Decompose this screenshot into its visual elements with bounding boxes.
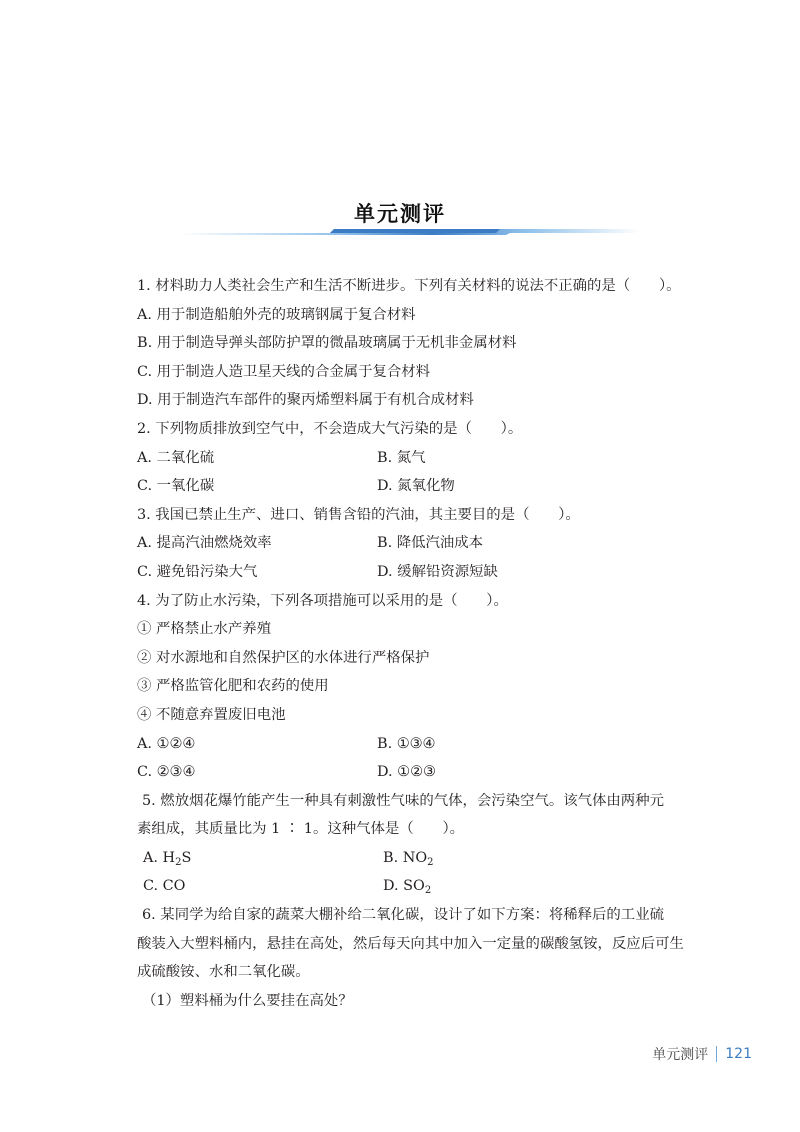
q2-option-c: C. 一氧化碳 [137,478,215,495]
q4-option-d: D. ①②③ [377,764,436,781]
q5-option-d-text: D. SO [383,878,425,895]
q4-option-c: C. ②③④ [137,764,196,781]
question-6-stem-line-3: 成硫酸铵、水和二氧化碳。 [137,964,310,981]
q5-option-c: C. CO [143,878,186,895]
q4-options-row-2 [137,758,697,787]
q4-option-b: B. ①③④ [377,735,436,752]
footer-separator [716,1046,717,1062]
q5-option-a-text-end: S [181,849,192,866]
question-1-stem: 1. 材料助力人类社会生产和生活不断进步。下列有关材料的说法不正确的是（ ）。 [137,278,681,294]
question-6-stem-line-1: 6. 某同学为给自家的蔬菜大棚补给二氧化碳，设计了如下方案：将稀释后的工业硫 [142,907,664,924]
question-6-stem-line-2: 酸装入大塑料桶内，悬挂在高处，然后每天向其中加入一定量的碳酸氢铵，反应后可生 [137,935,684,952]
question-4-stem: 4. 为了防止水污染，下列各项措施可以采用的是（ ）。 [137,592,508,609]
q1-option-c: C. 用于制造人造卫星天线的合金属于复合材料 [137,363,431,380]
q4-item-3: ③ 严格监管化肥和农药的使用 [137,678,329,695]
q5-option-d-subscript: 2 [424,885,432,897]
q4-item-1: ① 严格禁止水产养殖 [137,621,272,638]
question-6-sub-1: （1）塑料桶为什么要挂在高处？ [142,992,353,1009]
page-number: 121 [725,1046,752,1062]
q5-option-a-text: A. H [143,849,176,866]
q1-option-b: B. 用于制造导弹头部防护罩的微晶玻璃属于无机非金属材料 [137,335,517,352]
question-list [137,272,697,1015]
question-5-stem-line-2: 素组成，其质量比为 1 ∶ 1。这种气体是（ ）。 [137,821,465,838]
page-footer [652,1044,752,1064]
q3-option-b: B. 降低汽油成本 [377,535,484,552]
q2-options-row-2 [137,472,697,501]
q4-item-4: ④ 不随意弃置废旧电池 [137,706,286,723]
q5-option-b-text: B. NO [383,849,428,866]
footer-section-label: 单元测评 [652,1047,709,1063]
q4-options-row-1 [137,730,697,759]
q5-option-b-subscript: 2 [427,856,434,868]
q5-option-b [383,844,623,873]
title-decor-bar [180,227,640,235]
page-title: 单元测评 [354,202,446,226]
q3-option-a: A. 提高汽油燃烧效率 [137,535,272,552]
question-3-stem: 3. 我国已禁止生产、进口、销售含铅的汽油，其主要目的是（ ）。 [137,506,580,523]
q5-option-a-subscript: 2 [175,856,182,868]
q3-options-row-2 [137,558,697,587]
q4-item-2: ② 对水源地和自然保护区的水体进行严格保护 [137,649,430,666]
q2-options-row-1 [137,444,697,473]
question-5-stem-line-1: 5. 燃放烟花爆竹能产生一种具有刺激性气味的气体，会污染空气。该气体由两种元 [142,792,664,809]
q3-option-c: C. 避免铅污染大气 [137,563,258,580]
q3-options-row-1 [137,529,697,558]
q1-option-d: D. 用于制造汽车部件的聚丙烯塑料属于有机合成材料 [137,392,474,409]
q3-option-d: D. 缓解铅资源短缺 [377,563,498,580]
question-2-stem: 2. 下列物质排放到空气中，不会造成大气污染的是（ ）。 [137,420,523,437]
q5-option-d [383,872,623,901]
q1-option-a: A. 用于制造船舶外壳的玻璃钢属于复合材料 [137,306,416,323]
q2-option-d: D. 氮氧化物 [377,478,455,495]
q5-options-row-2 [137,872,697,901]
q2-option-a: A. 二氧化硫 [137,449,215,466]
q5-options-row-1 [137,844,697,873]
q5-option-a [143,844,383,873]
q2-option-b: B. 氮气 [377,449,426,466]
q4-option-a: A. ①②④ [137,735,196,752]
